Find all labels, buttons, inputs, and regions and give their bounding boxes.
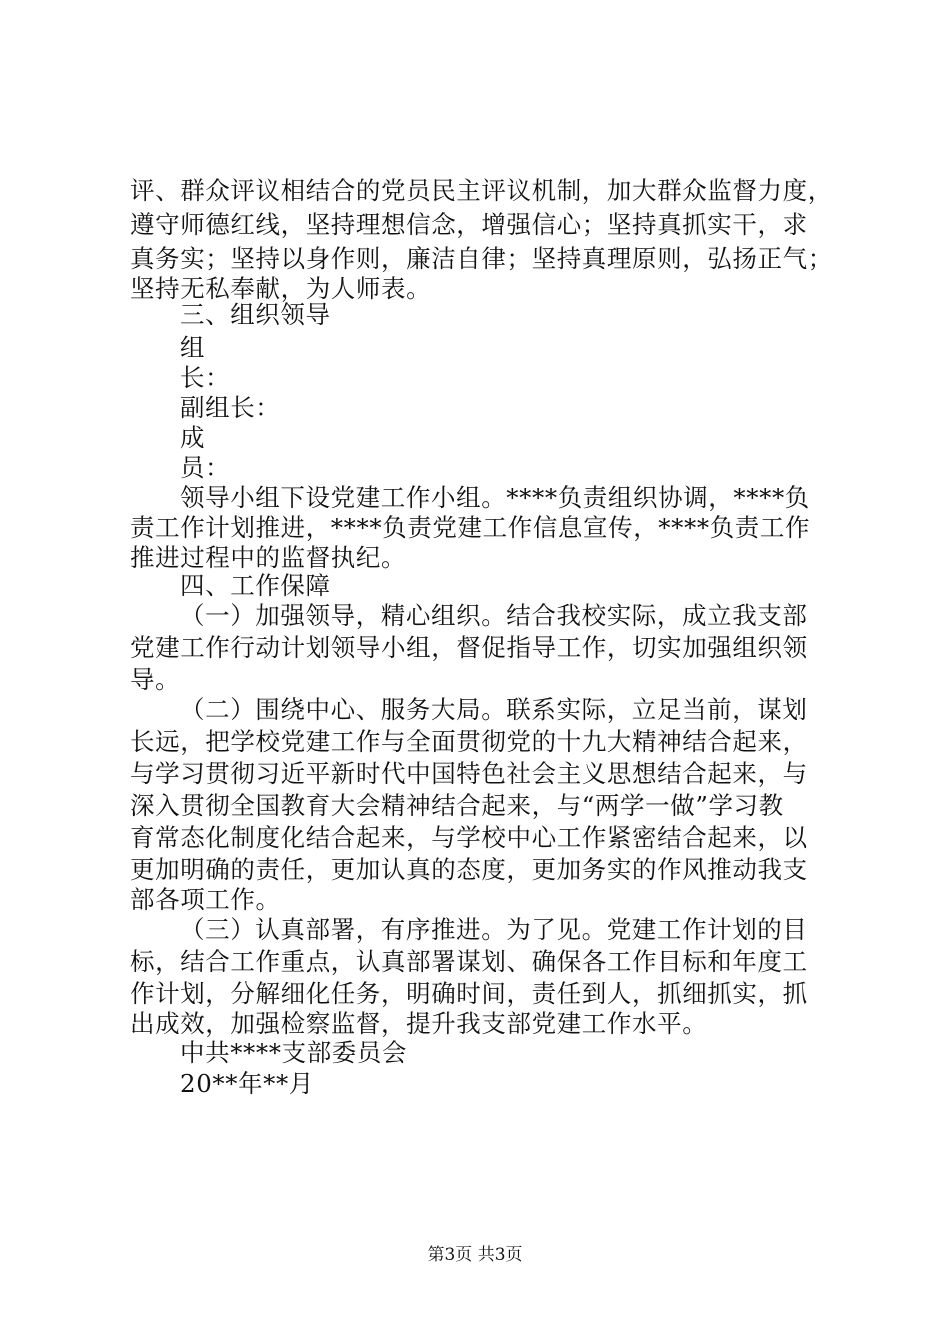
body-text-line: 出成效，加强检察监督，提升我支部党建工作水平。 — [130, 1009, 708, 1038]
body-text-line: 成 — [180, 423, 206, 452]
body-text-line: 部各项工作。 — [130, 885, 281, 914]
body-text-line: （二）围绕中心、服务大局。联系实际，立足当前，谋划 — [180, 695, 808, 724]
body-text-line: 育常态化制度化结合起来，与学校中心工作紧密结合起来，以 — [130, 823, 808, 852]
body-text-line: 标，结合工作重点，认真部署谋划、确保各工作目标和年度工 — [130, 947, 808, 976]
body-text-line: 深入贯彻全国教育大会精神结合起来，与“两学一做”学习教 — [130, 791, 784, 820]
body-text-line: 长远，把学校党建工作与全面贯彻党的十九大精神结合起来， — [130, 727, 808, 756]
body-text-line: 员： — [180, 453, 231, 482]
body-text-line: 真务实；坚持以身作则，廉洁自律；坚持真理原则，弘扬正气； — [130, 244, 833, 273]
body-text-line: （一）加强领导，精心组织。结合我校实际，成立我支部 — [180, 601, 808, 630]
body-text-line: 责工作计划推进，****负责党建工作信息宣传，****负责工作 — [130, 513, 811, 542]
body-text-line: 评、群众评议相结合的党员民主评议机制，加大群众监督力度， — [130, 176, 833, 205]
body-text-line: （三）认真部署，有序推进。为了见。党建工作计划的目 — [180, 915, 808, 944]
body-text-line: 领导小组下设党建工作小组。****负责组织协调，****负 — [180, 483, 810, 512]
body-text-line: 作计划，分解细化任务，明确时间，责任到人，抓细抓实，抓 — [130, 979, 808, 1008]
page-footer: 第3页 共3页 — [427, 1245, 523, 1265]
body-text-line: 组 — [180, 333, 206, 362]
body-text-line: 与学习贯彻习近平新时代中国特色社会主义思想结合起来，与 — [130, 759, 808, 788]
section-heading: 四、工作保障 — [180, 571, 331, 600]
body-text-line: 长： — [180, 363, 231, 392]
body-text-line: 党建工作行动计划领导小组，督促指导工作，切实加强组织领 — [130, 633, 808, 662]
signature-org: 中共****支部委员会 — [180, 1038, 408, 1067]
body-text-line: 坚持无私奉献，为人师表。 — [130, 274, 432, 303]
body-text-line: 副组长： — [180, 393, 281, 422]
body-text-line: 更加明确的责任，更加认真的态度，更加务实的作风推动我支 — [130, 855, 808, 884]
section-heading: 三、组织领导 — [180, 300, 331, 329]
signature-date: 20**年**月 — [180, 1069, 314, 1098]
body-text-line: 导。 — [130, 665, 181, 694]
body-text-line: 遵守师德红线，坚持理想信念，增强信心；坚持真抓实干，求 — [130, 210, 808, 239]
body-text-line: 推进过程中的监督执纪。 — [130, 543, 407, 572]
